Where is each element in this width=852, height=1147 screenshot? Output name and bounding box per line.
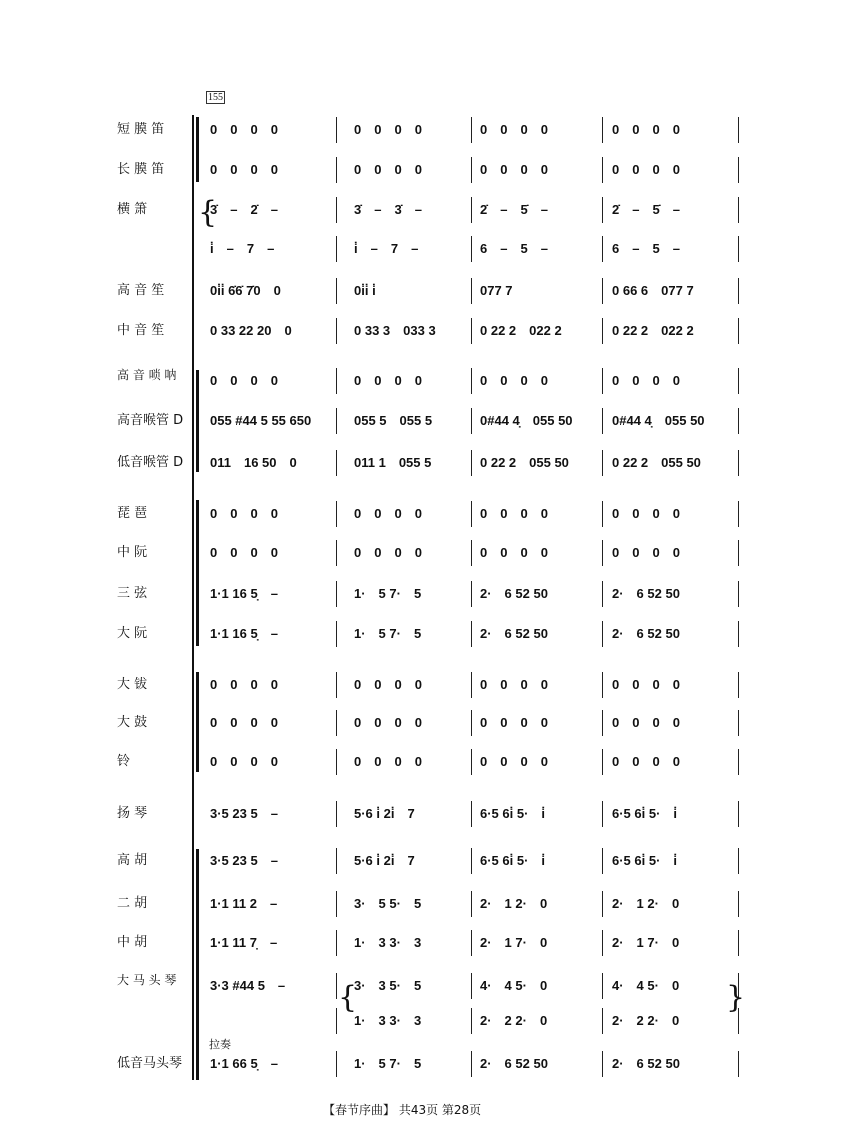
barline — [336, 581, 337, 607]
instrument-name: 高 音 笙 — [117, 283, 165, 298]
barline — [602, 540, 603, 566]
instrument-name: 大 钹 — [117, 677, 148, 692]
bracket — [196, 370, 199, 472]
barline — [336, 450, 337, 476]
bracket — [196, 672, 199, 772]
barline — [336, 157, 337, 183]
barline — [602, 749, 603, 775]
measure: 6·5 6i̇ 5· i̇ — [612, 806, 678, 821]
barline — [602, 368, 603, 394]
measure: 2· 6 52 50 — [612, 1056, 680, 1071]
measure: i̇ – 7 – — [210, 241, 275, 256]
barline — [336, 197, 337, 223]
barline — [602, 1008, 603, 1034]
instrument-name: 短 膜 笛 — [117, 122, 165, 137]
measure: 6 – 5 – — [480, 241, 548, 256]
measure: 0 0 0 0 — [354, 715, 422, 730]
measure: 1·1 11 2 – — [210, 896, 278, 911]
barline — [336, 848, 337, 874]
barline — [471, 1051, 472, 1077]
measure: 3· 5 5· 5 — [354, 896, 422, 911]
barline — [738, 450, 739, 476]
barline — [471, 749, 472, 775]
measure: 2· 6 52 50 — [612, 586, 680, 601]
measure: 0 22 2 055 50 — [480, 455, 569, 470]
system-start-line — [192, 115, 194, 1080]
measure: 2· 1 2· 0 — [480, 896, 548, 911]
measure: 0 0 0 0 — [480, 754, 548, 769]
measure: 077 7 — [480, 283, 513, 298]
barline — [738, 318, 739, 344]
measure: 0 0 0 0 — [612, 373, 680, 388]
measure: 0 0 0 0 — [354, 677, 422, 692]
measure: 0 0 0 0 — [480, 373, 548, 388]
barline — [471, 581, 472, 607]
barline — [738, 157, 739, 183]
measure: 0 0 0 0 — [354, 545, 422, 560]
barline — [471, 236, 472, 262]
barline — [471, 197, 472, 223]
barline — [471, 117, 472, 143]
barline — [336, 930, 337, 956]
measure: 0 0 0 0 — [354, 373, 422, 388]
measure: 0 22 2 055 50 — [612, 455, 701, 470]
measure: 5·6 i̇ 2i̇ 7 — [354, 806, 415, 821]
instrument-name: 铃 — [117, 754, 131, 769]
measure: 0 0 0 0 — [480, 545, 548, 560]
measure: 0 0 0 0 — [354, 754, 422, 769]
measure: 1· 5 7· 5 — [354, 626, 422, 641]
barline — [471, 1008, 472, 1034]
instrument-name: 长 膜 笛 — [117, 162, 165, 177]
measure: 0 22 2 022 2 — [612, 323, 694, 338]
measure: 3·5 23 5 – — [210, 853, 278, 868]
barline — [738, 368, 739, 394]
measure: 0 0 0 0 — [210, 754, 278, 769]
measure: 2· 6 52 50 — [480, 586, 548, 601]
barline — [602, 278, 603, 304]
barline — [471, 408, 472, 434]
barline — [336, 408, 337, 434]
barline — [602, 801, 603, 827]
instrument-name: 高 胡 — [117, 853, 148, 868]
barline — [602, 408, 603, 434]
barline — [336, 1051, 337, 1077]
barline — [471, 973, 472, 999]
measure: 0 22 2 022 2 — [480, 323, 562, 338]
barline — [602, 236, 603, 262]
barline — [336, 236, 337, 262]
barline — [336, 891, 337, 917]
measure: 0 33 3 033 3 — [354, 323, 436, 338]
instrument-name: 中 胡 — [117, 935, 148, 950]
brace: } — [726, 980, 746, 1015]
measure: 0 0 0 0 — [612, 754, 680, 769]
barline — [602, 157, 603, 183]
measure: 0 0 0 0 — [210, 506, 278, 521]
bowing-annotation: 拉奏 — [209, 1038, 231, 1051]
measure: i̇ – 7 – — [354, 241, 419, 256]
barline — [738, 930, 739, 956]
measure: 6·5 6i̇ 5· i̇ — [480, 853, 546, 868]
measure: 0 0 0 0 — [612, 677, 680, 692]
barline — [738, 672, 739, 698]
barline — [336, 540, 337, 566]
bracket — [196, 500, 199, 646]
bracket — [196, 117, 199, 182]
measure: 011 16 50 0 — [210, 455, 297, 470]
measure: 0#44 4̣ 055 50 — [480, 413, 573, 428]
measure: 055 #44 5 55 650 — [210, 413, 312, 428]
measure: 0#44 4̣ 055 50 — [612, 413, 705, 428]
measure: 3· 3 5· 5 — [354, 978, 422, 993]
barline — [738, 710, 739, 736]
barline — [738, 621, 739, 647]
measure: 0 0 0 0 — [480, 122, 548, 137]
measure: 0 0 0 0 — [210, 373, 278, 388]
measure: 0i̇i̇ i̇ — [354, 283, 376, 298]
barline — [602, 710, 603, 736]
instrument-name: 中 音 笙 — [117, 323, 165, 338]
measure: 6·5 6i̇ 5· i̇ — [480, 806, 546, 821]
measure: 4· 4 5· 0 — [480, 978, 548, 993]
barline — [602, 501, 603, 527]
measure: 0 0 0 0 — [612, 715, 680, 730]
barline — [471, 621, 472, 647]
barline — [471, 368, 472, 394]
barline — [602, 450, 603, 476]
barline — [738, 1051, 739, 1077]
measure: 0 0 0 0 — [480, 715, 548, 730]
barline — [336, 117, 337, 143]
measure: 2· 1 2· 0 — [612, 896, 680, 911]
measure: 0 0 0 0 — [210, 122, 278, 137]
barline — [471, 710, 472, 736]
barline — [471, 672, 472, 698]
barline — [336, 710, 337, 736]
instrument-name: 大 鼓 — [117, 715, 148, 730]
instrument-name: 高 音 唢 呐 — [117, 368, 177, 382]
measure: 1·1 16 5̣ – — [210, 626, 278, 641]
measure: 6·5 6i̇ 5· i̇ — [612, 853, 678, 868]
measure: 2· 2 2· 0 — [612, 1013, 680, 1028]
barline — [336, 749, 337, 775]
barline — [336, 278, 337, 304]
barline — [738, 801, 739, 827]
measure: 2· 6 52 50 — [612, 626, 680, 641]
barline — [738, 117, 739, 143]
measure: 0 0 0 0 — [612, 545, 680, 560]
barline — [471, 801, 472, 827]
barline — [336, 368, 337, 394]
measure: 055 5 055 5 — [354, 413, 433, 428]
instrument-name: 二 胡 — [117, 896, 148, 911]
measure: 1· 5 7· 5 — [354, 1056, 422, 1071]
measure: 4· 4 5· 0 — [612, 978, 680, 993]
barline — [738, 581, 739, 607]
measure: 0 0 0 0 — [480, 162, 548, 177]
measure: 1·1 66 5̣ – — [210, 1056, 278, 1071]
barline — [602, 197, 603, 223]
measure: 3·5 23 5 – — [210, 806, 278, 821]
measure: 0 0 0 0 — [480, 677, 548, 692]
barline — [471, 540, 472, 566]
barline — [602, 672, 603, 698]
barline — [336, 672, 337, 698]
instrument-name: 高音喉管 D — [117, 413, 184, 428]
barline — [602, 930, 603, 956]
measure: 2· 1 7· 0 — [480, 935, 548, 950]
bracket — [196, 849, 199, 1080]
measure: 0 0 0 0 — [210, 545, 278, 560]
measure: 0 0 0 0 — [354, 506, 422, 521]
measure: 0 0 0 0 — [612, 122, 680, 137]
barline — [738, 278, 739, 304]
measure: 0 0 0 0 — [354, 162, 422, 177]
measure: 0 66 6 077 7 — [612, 283, 694, 298]
barline — [336, 801, 337, 827]
measure: 0 0 0 0 — [612, 506, 680, 521]
measure: 2· 1 7· 0 — [612, 935, 680, 950]
barline — [602, 891, 603, 917]
measure: 2· 6 52 50 — [480, 1056, 548, 1071]
rehearsal-mark: 155 — [208, 92, 223, 103]
measure: 0 0 0 0 — [210, 715, 278, 730]
barline — [602, 117, 603, 143]
measure: 1· 3 3· 3 — [354, 935, 422, 950]
barline — [471, 450, 472, 476]
instrument-name: 大 马 头 琴 — [117, 973, 177, 987]
measure: 0 0 0 0 — [612, 162, 680, 177]
measure: 3̇ – 2̇ – — [210, 202, 278, 217]
measure: 0 0 0 0 — [354, 122, 422, 137]
measure: 3·3 #44 5 – — [210, 978, 286, 993]
brace: { — [198, 195, 218, 230]
barline — [738, 236, 739, 262]
barline — [471, 318, 472, 344]
barline — [471, 278, 472, 304]
barline — [336, 621, 337, 647]
barline — [602, 621, 603, 647]
barline — [471, 501, 472, 527]
barline — [738, 848, 739, 874]
measure: 2· 6 52 50 — [480, 626, 548, 641]
measure: 1· 3 3· 3 — [354, 1013, 422, 1028]
measure: 5·6 i̇ 2i̇ 7 — [354, 853, 415, 868]
measure: 6 – 5 – — [612, 241, 680, 256]
measure: 2̇ – 5̇ – — [612, 202, 680, 217]
measure: 1· 5 7· 5 — [354, 586, 422, 601]
barline — [738, 540, 739, 566]
measure: 1·1 16 5̣ – — [210, 586, 278, 601]
barline — [471, 930, 472, 956]
measure: 0 0 0 0 — [210, 162, 278, 177]
barline — [471, 848, 472, 874]
instrument-name: 大 阮 — [117, 626, 148, 641]
barline — [336, 501, 337, 527]
instrument-name: 琵 琶 — [117, 506, 148, 521]
barline — [602, 973, 603, 999]
instrument-name: 中 阮 — [117, 545, 148, 560]
instrument-name: 低音喉管 D — [117, 455, 184, 470]
measure: 011 1 055 5 — [354, 455, 432, 470]
measure: 2· 2 2· 0 — [480, 1013, 548, 1028]
barline — [602, 1051, 603, 1077]
measure: 0 0 0 0 — [210, 677, 278, 692]
barline — [738, 749, 739, 775]
page-footer: 【春节序曲】 共43页 第28页 — [323, 1103, 482, 1117]
barline — [602, 848, 603, 874]
barline — [738, 891, 739, 917]
measure: 0i̇i̇ 6̇6̇ 7̇0 0 — [210, 283, 281, 298]
barline — [602, 318, 603, 344]
barline — [738, 197, 739, 223]
barline — [738, 501, 739, 527]
barline — [738, 408, 739, 434]
instrument-name: 低音马头琴 — [117, 1056, 183, 1071]
measure: 1·1 11 7̣ – — [210, 935, 278, 950]
measure: 2̇ – 5̇ – — [480, 202, 548, 217]
measure: 3̇ – 3̇ – — [354, 202, 422, 217]
instrument-name: 横 箫 — [117, 202, 148, 217]
barline — [336, 318, 337, 344]
barline — [471, 157, 472, 183]
measure: 0 0 0 0 — [480, 506, 548, 521]
instrument-name: 扬 琴 — [117, 806, 148, 821]
barline — [602, 581, 603, 607]
measure: 0 33 22 20 0 — [210, 323, 292, 338]
brace: { — [338, 980, 358, 1015]
instrument-name: 三 弦 — [117, 586, 148, 601]
barline — [471, 891, 472, 917]
